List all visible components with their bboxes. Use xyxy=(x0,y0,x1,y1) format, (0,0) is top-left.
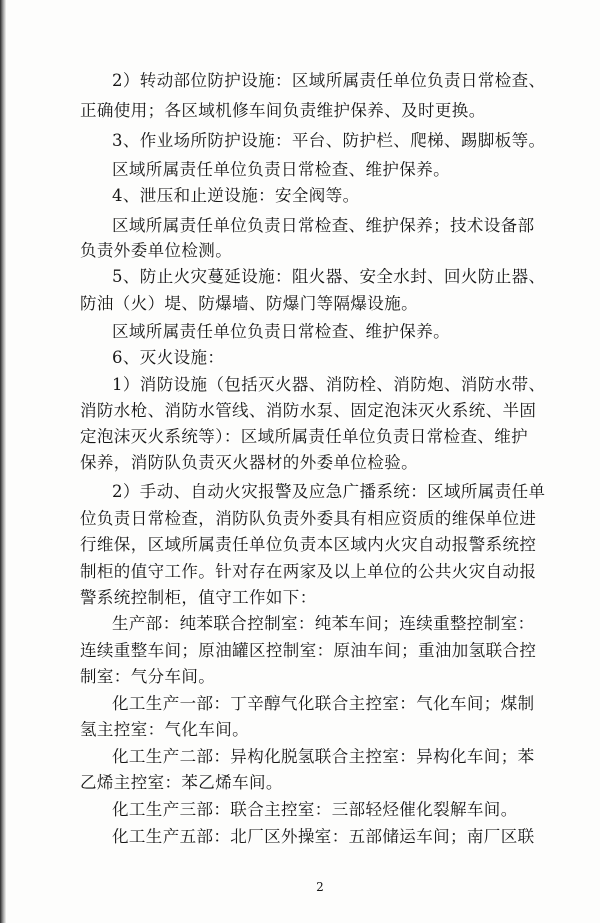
text-line-9: 防油（火）堤、防爆墙、防爆门等隔爆设施。 xyxy=(80,294,418,313)
text-line-22: 连续重整车间；原油罐区控制室：原油车间；重油加氢联合控 xyxy=(80,641,537,660)
text-line-20: 警系统控制柜，值守工作如下： xyxy=(80,588,317,607)
text-line-7: 负责外委单位检测。 xyxy=(80,241,233,260)
text-line-25: 氢主控室：气化车间。 xyxy=(80,720,249,739)
text-line-17: 位负责日常检查，消防队负责外委具有相应资质的维保单位进 xyxy=(80,509,537,528)
scan-edge-shadow xyxy=(0,0,6,923)
text-line-14: 定泡沫灭火系统等）：区域所属责任单位负责日常检查、维护 xyxy=(80,427,529,446)
text-line-19: 制柜的值守工作。针对存在两家及以上单位的公共火灾自动报 xyxy=(80,562,537,581)
text-line-26: 化工生产二部：异构化脱氢联合主控室：异构化车间；苯 xyxy=(112,747,535,766)
text-line-13: 消防水枪、消防水管线、消防水泵、固定泡沫灭火系统、半固 xyxy=(80,401,537,420)
text-line-2: 正确使用；各区域机修车间负责维护保养、及时更换。 xyxy=(80,101,486,120)
text-line-23: 制室：气分车间。 xyxy=(80,667,216,686)
text-line-27: 乙烯主控室：苯乙烯车间。 xyxy=(80,773,283,792)
text-line-8: 5、防止火灾蔓延设施：阻火器、安全水封、回火防止器、 xyxy=(112,267,546,286)
page-number: 2 xyxy=(316,880,324,894)
text-line-28: 化工生产三部：联合主控室：三部轻烃催化裂解车间。 xyxy=(112,800,518,819)
text-line-1: 2）转动部位防护设施：区域所属责任单位负责日常检查、 xyxy=(112,71,546,90)
text-line-15: 保养，消防队负责灭火器材的外委单位检验。 xyxy=(80,453,418,472)
text-line-24: 化工生产一部：丁辛醇气化联合主控室：气化车间；煤制 xyxy=(112,694,535,713)
text-line-12: 1）消防设施（包括灭火器、消防栓、消防炮、消防水带、 xyxy=(112,375,546,394)
text-line-3: 3、作业场所防护设施：平台、防护栏、爬梯、踢脚板等。 xyxy=(112,131,546,150)
text-line-4: 区域所属责任单位负责日常检查、维护保养。 xyxy=(112,160,450,179)
text-line-18: 行维保，区域所属责任单位负责本区域内火灾自动报警系统控 xyxy=(80,535,537,554)
text-line-16: 2）手动、自动火灾报警及应急广播系统：区域所属责任单 xyxy=(112,482,546,501)
text-line-29: 化工生产五部：北厂区外操室：五部储运车间；南厂区联 xyxy=(112,827,535,846)
text-line-5: 4、泄压和止逆设施：安全阀等。 xyxy=(112,186,360,205)
text-line-10: 区域所属责任单位负责日常检查、维护保养。 xyxy=(112,322,450,341)
text-line-11: 6、灭火设施： xyxy=(112,348,225,367)
text-line-21: 生产部：纯苯联合控制室：纯苯车间；连续重整控制室： xyxy=(112,614,535,633)
text-line-6: 区域所属责任单位负责日常检查、维护保养；技术设备部 xyxy=(112,216,535,235)
